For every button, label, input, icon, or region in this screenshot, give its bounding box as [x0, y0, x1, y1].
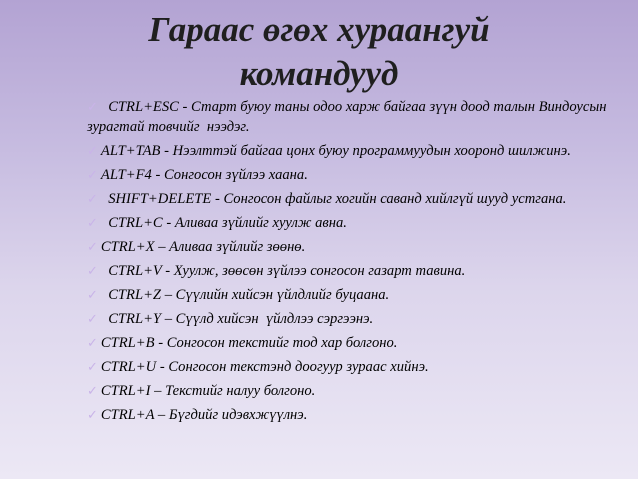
list-item-text: SHIFT+DELETE - Сонгосон файлыг хогийн саванд хийлгүй шууд устгана.	[100, 191, 567, 207]
list-item	[87, 213, 627, 233]
list-item	[87, 97, 627, 137]
slide-title-line-2: командууд	[239, 54, 399, 93]
checkmark-icon: ✓	[87, 311, 98, 326]
checkmark-icon: ✓	[87, 191, 98, 206]
list-item	[87, 189, 627, 209]
checkmark-icon: ✓	[87, 407, 98, 422]
list-item-text: CTRL+C - Аливаа зүйлийг хуулж авна.	[100, 215, 347, 231]
list-item-text: CTRL+X – Аливаа зүйлийг зөөнө.	[100, 239, 306, 255]
list-item-text: CTRL+Y – Сүүлд хийсэн үйлдлээ сэргээнэ.	[100, 311, 374, 327]
list-item	[87, 285, 627, 305]
checkmark-icon: ✓	[87, 383, 98, 398]
list-item-text: CTRL+I – Текстийг налуу болгоно.	[100, 383, 316, 399]
list-item-text: CTRL+Z – Сүүлийн хийсэн үйлдлийг буцаана.	[100, 287, 390, 303]
list-item	[87, 141, 627, 161]
slide-title-line-1: Гараас өгөх хураангуй	[148, 10, 490, 49]
list-item-text: CTRL+V - Хуулж, зөөсөн зүйлээ сонгосон газарт тавина.	[100, 263, 466, 279]
checkmark-icon: ✓	[87, 359, 98, 374]
list-item	[87, 237, 627, 257]
checkmark-icon: ✓	[87, 335, 98, 350]
list-item	[87, 261, 627, 281]
checkmark-icon: ✓	[87, 239, 98, 254]
list-item-text: CTRL+A – Бүгдийг идэвхжүүлнэ.	[100, 407, 308, 423]
checkmark-icon: ✓	[87, 215, 98, 230]
list-item-text: CTRL+ESC - Старт буюу таны одоо харж байгаа зүүн доод талын Виндоусын зурагтай товчийг нээдэг.	[87, 99, 611, 135]
list-item	[87, 333, 627, 353]
list-item	[87, 309, 627, 329]
slide-title	[60, 8, 578, 96]
checkmark-icon: ✓	[87, 287, 98, 302]
list-item	[87, 405, 627, 425]
shortcut-list	[87, 97, 627, 429]
list-item	[87, 357, 627, 377]
checkmark-icon: ✓	[87, 263, 98, 278]
list-item	[87, 381, 627, 401]
checkmark-icon: ✓	[87, 143, 98, 158]
checkmark-icon: ✓	[87, 99, 98, 114]
list-item-text: ALT+TAB - Нээлттэй байгаа цонх буюу программуудын хооронд шилжинэ.	[100, 143, 571, 159]
list-item-text: CTRL+B - Сонгосон текстийг тод хар болгоно.	[100, 335, 398, 351]
list-item-text: ALT+F4 - Сонгосон зүйлээ хаана.	[100, 167, 308, 183]
list-item	[87, 165, 627, 185]
checkmark-icon: ✓	[87, 167, 98, 182]
list-item-text: CTRL+U - Сонгосон текстэнд доогуур зураас хийнэ.	[100, 359, 429, 375]
